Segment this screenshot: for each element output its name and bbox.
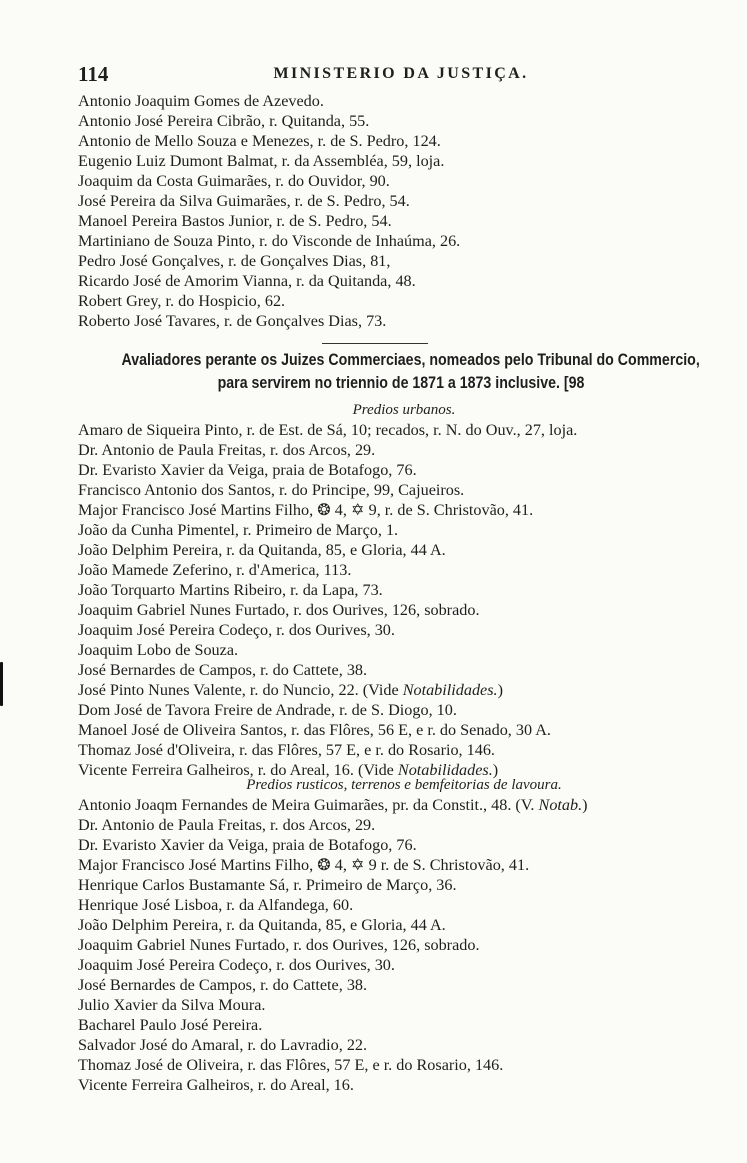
list-item: Salvador José do Amaral, r. do Lavradio, 22. bbox=[78, 1036, 368, 1054]
list-item: José Bernardes de Campos, r. do Cattete, 38. bbox=[78, 661, 368, 679]
list-item: Dr. Antonio de Paula Freitas, r. dos Arcos, 29. bbox=[78, 441, 376, 459]
list-item: Thomaz José d'Oliveira, r. das Flôres, 57 E, e r. do Rosario, 146. bbox=[78, 741, 495, 759]
entry-text: José Pinto Nunes Valente, r. do Nuncio, 22. (Vide bbox=[78, 681, 403, 699]
heading-line-1: Avaliadores perante os Juizes Commerciaes, nomeados pelo Tribunal do Commercio, bbox=[121, 351, 700, 369]
page-header bbox=[78, 62, 724, 88]
list-item: Joaquim Gabriel Nunes Furtado, r. dos Ourives, 126, sobrado. bbox=[78, 936, 480, 954]
entry-tail: ) bbox=[497, 681, 503, 699]
list-item: Joaquim da Costa Guimarães, r. do Ouvidor, 90. bbox=[78, 172, 390, 190]
section-heading bbox=[76, 349, 726, 395]
list-item: Vicente Ferreira Galheiros, r. do Areal, 16. bbox=[78, 1076, 354, 1094]
list-item: José Bernardes de Campos, r. do Cattete, 38. bbox=[78, 976, 368, 994]
list-item: José Pereira da Silva Guimarães, r. de S. Pedro, 54. bbox=[78, 192, 410, 210]
list-item: Joaquim José Pereira Codeço, r. dos Ourives, 30. bbox=[78, 621, 395, 639]
list-item: Major Francisco José Martins Filho, ❂ 4, ✡ 9 r. de S. Christovão, 41. bbox=[78, 856, 530, 874]
list-item: Joaquim Lobo de Souza. bbox=[78, 641, 239, 659]
list-item: João Torquarto Martins Ribeiro, r. da Lapa, 73. bbox=[78, 581, 383, 599]
cross-reference: Notab. bbox=[538, 796, 583, 814]
list-item: Dr. Evaristo Xavier da Veiga, praia de Botafogo, 76. bbox=[78, 461, 417, 479]
entry-tail: ) bbox=[582, 796, 588, 814]
page-number: 114 bbox=[78, 62, 109, 86]
heading-line-2: para servirem no triennio de 1871 a 1873 inclusive. [98 bbox=[217, 374, 585, 392]
list-item: Dr. Evaristo Xavier da Veiga, praia de Botafogo, 76. bbox=[78, 836, 417, 854]
list-item bbox=[78, 795, 730, 815]
list-item: Manoel José de Oliveira Santos, r. das Flôres, 56 E, e r. do Senado, 30 A. bbox=[78, 721, 551, 739]
list-item: João Delphim Pereira, r. da Quitanda, 85, e Gloria, 44 A. bbox=[78, 541, 446, 559]
subsection-title: Predios rusticos, terrenos e bemfeitorias de lavoura. bbox=[246, 777, 562, 793]
list-item: Francisco Antonio dos Santos, r. do Principe, 99, Cajueiros. bbox=[78, 481, 465, 499]
cross-reference: Notabilidades. bbox=[402, 681, 498, 699]
entry-text: Vicente Ferreira Galheiros, r. do Areal, 16. (Vide bbox=[78, 761, 398, 779]
list-item: Henrique Carlos Bustamante Sá, r. Primeiro de Março, 36. bbox=[78, 876, 457, 894]
list-item: Robert Grey, r. do Hospicio, 62. bbox=[78, 292, 286, 310]
urban-section bbox=[78, 400, 730, 780]
list-item: Pedro José Gonçalves, r. de Gonçalves Dias, 81, bbox=[78, 252, 391, 270]
cross-reference: Notabilidades. bbox=[397, 761, 493, 779]
list-item: João Delphim Pereira, r. da Quitanda, 85, e Gloria, 44 A. bbox=[78, 916, 446, 934]
subsection-title: Predios urbanos. bbox=[352, 402, 456, 418]
list-item: Julio Xavier da Silva Moura. bbox=[78, 996, 266, 1014]
list-item: Antonio de Mello Souza e Menezes, r. de S. Pedro, 124. bbox=[78, 132, 441, 150]
list-item: Dom José de Tavora Freire de Andrade, r. de S. Diogo, 10. bbox=[78, 701, 457, 719]
list-item: Antonio José Pereira Cibrão, r. Quitanda, 55. bbox=[78, 112, 370, 130]
section-divider bbox=[322, 343, 428, 344]
list-item: Manoel Pereira Bastos Junior, r. de S. Pedro, 54. bbox=[78, 212, 392, 230]
list-item: Eugenio Luiz Dumont Balmat, r. da Assembléa, 59, loja. bbox=[78, 152, 445, 170]
entry-tail: ) bbox=[492, 761, 499, 779]
list-item: Martiniano de Souza Pinto, r. do Visconde de Inhaúma, 26. bbox=[78, 232, 461, 250]
list-item: Bacharel Paulo José Pereira. bbox=[78, 1016, 263, 1034]
names-list bbox=[78, 91, 730, 331]
list-item: Ricardo José de Amorim Vianna, r. da Quitanda, 48. bbox=[78, 272, 416, 290]
list-item: Amaro de Siqueira Pinto, r. de Est. de Sá, 10; recados, r. N. do Ouv., 27, loja. bbox=[78, 421, 578, 439]
list-item bbox=[78, 680, 730, 700]
entry-text: Antonio Joaqm Fernandes de Meira Guimarães, pr. da Constit., 48. (V. bbox=[78, 796, 539, 814]
list-item: Antonio Joaquim Gomes de Azevedo. bbox=[78, 92, 324, 110]
list-item: Roberto José Tavares, r. de Gonçalves Dias, 73. bbox=[78, 312, 387, 330]
list-item: Joaquim José Pereira Codeço, r. dos Ourives, 30. bbox=[78, 956, 395, 974]
rural-section bbox=[78, 775, 730, 1095]
list-item: Joaquim Gabriel Nunes Furtado, r. dos Ourives, 126, sobrado. bbox=[78, 601, 480, 619]
running-title: MINISTERIO DA JUSTIÇA. bbox=[273, 65, 529, 82]
list-item: Thomaz José de Oliveira, r. das Flôres, 57 E, e r. do Rosario, 146. bbox=[78, 1056, 504, 1074]
list-item: João da Cunha Pimentel, r. Primeiro de Março, 1. bbox=[78, 521, 399, 539]
list-item: Dr. Antonio de Paula Freitas, r. dos Arcos, 29. bbox=[78, 816, 376, 834]
list-item: Major Francisco José Martins Filho, ❂ 4, ✡ 9, r. de S. Christovão, 41. bbox=[78, 501, 534, 519]
margin-mark bbox=[0, 662, 3, 706]
list-item: João Mamede Zeferino, r. d'America, 113. bbox=[78, 561, 352, 579]
list-item: Henrique José Lisboa, r. da Alfandega, 60. bbox=[78, 896, 354, 914]
